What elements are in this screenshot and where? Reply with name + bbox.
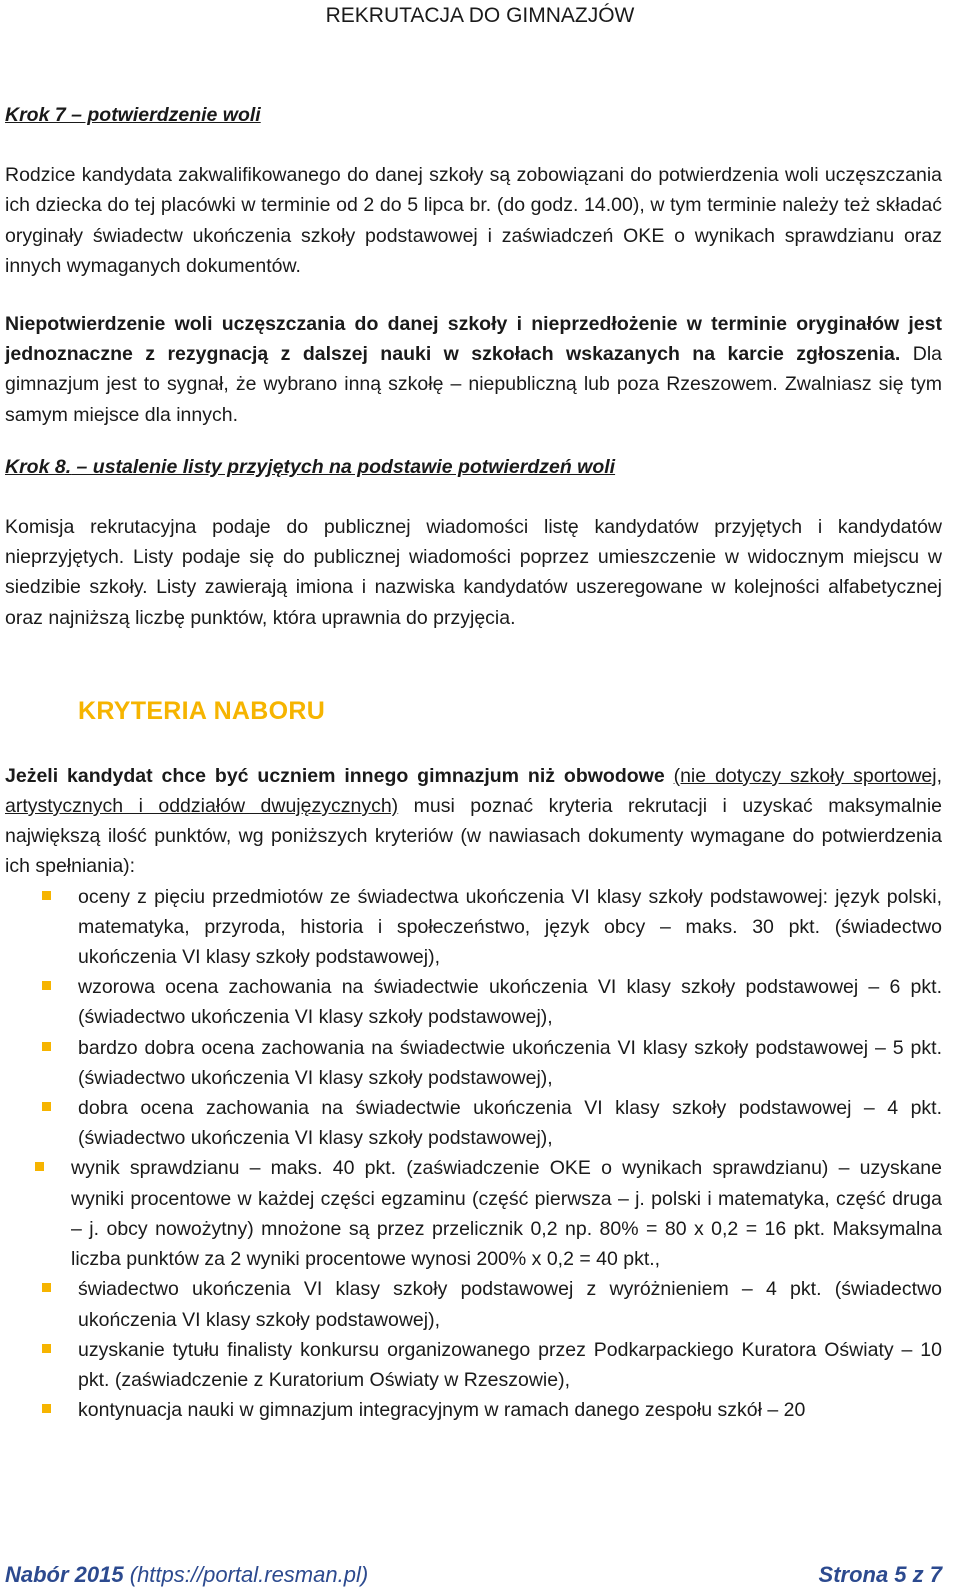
kryteria-intro [5, 761, 942, 882]
krok7-paragraph-2 [5, 309, 942, 430]
krok7-paragraph-1: Rodzice kandydata zakwalifikowanego do danej szkoły są zobowiązani do potwierdzenia woli uczęszczania ich dziecka do tej placówki w terminie od 2 do 5 lipca br. (do godz. 14.00), w tym terminie należy też składać oryginały świadectw ukończenia szkoły podstawowej i zaświadczeń OKE o wynikach sprawdzianu oraz innych wymaganych dokumentów. [5, 164, 942, 277]
list-item-text: wynik sprawdzianu – maks. 40 pkt. (zaświadczenie OKE o wynikach sprawdzianu) – uzyskane wyniki procentowe w każdej części egzaminu (część pierwsza – j. polski i matematyka, część druga – j. obcy nowożytny) mnożone są przez przelicznik 0,2 np. 80% = 80 x 0,2 = 16 pkt. Maksymalna liczba punktów za 2 wyniki procentowe wynosi 200% x 0,2 = 40 pkt., [71, 1157, 942, 1271]
list-item [5, 972, 942, 1032]
krok7-paragraph-2-bold: Niepotwierdzenie woli uczęszczania do danej szkoły i nieprzedłożenie w terminie oryginałów jest jednoznaczne z rezygnacją z dalszej nauki w szkołach wskazanych na karcie zgłoszenia. [5, 313, 942, 366]
list-item-text: uzyskanie tytułu finalisty konkursu organizowanego przez Podkarpackiego Kuratora Oświaty – 10 pkt. (zaświadczenie z Kuratorium Oświaty w Rzeszowie), [78, 1338, 942, 1391]
bullet-square-icon [42, 891, 51, 900]
krok8-paragraph: Komisja rekrutacyjna podaje do publicznej wiadomości listę kandydatów przyjętych i kandydatów nieprzyjętych. Listy podaje się do publicznej wiadomości poprzez umieszczenie w widocznym miejscu w siedzibie szkoły. Listy zawierają imiona i nazwiska kandydatów uszeregowane w kolejności alfabetycznej oraz najniższą liczbę punktów, która uprawnia do przyjęcia. [5, 516, 942, 629]
list-item-text: oceny z pięciu przedmiotów ze świadectwa ukończenia VI klasy szkoły podstawowej: język polski, matematyka, przyroda, historia i społeczeństwo, język obcy – maks. 30 pkt. (świadectwo ukończenia VI klasy szkoły podstawowej), [78, 885, 942, 969]
list-item-text: dobra ocena zachowania na świadectwie ukończenia VI klasy szkoły podstawowej – 4 pkt. (świadectwo ukończenia VI klasy szkoły podstawowej), [78, 1097, 942, 1150]
footer-label: Nabór 2015 [5, 1562, 124, 1587]
footer-left [5, 1560, 368, 1590]
page-number: Strona 5 z 7 [818, 1562, 942, 1587]
list-item [5, 1395, 942, 1425]
page-footer [5, 1560, 942, 1590]
bullet-square-icon [42, 1102, 51, 1111]
bullet-square-icon [42, 1404, 51, 1413]
list-item [5, 1153, 942, 1274]
krok8-heading [5, 452, 942, 482]
krok7-heading: Krok 7 – potwierdzenie woli [5, 104, 261, 126]
kryteria-title: KRYTERIA NABORU [78, 696, 326, 725]
list-item-text: bardzo dobra ocena zachowania na świadectwie ukończenia VI klasy szkoły podstawowej – 5 pkt. (świadectwo ukończenia VI klasy szkoły podstawowej), [78, 1036, 942, 1089]
list-item-text: wzorowa ocena zachowania na świadectwie ukończenia VI klasy szkoły podstawowej – 6 pkt. (świadectwo ukończenia VI klasy szkoły podstawowej), [78, 976, 942, 1029]
kryteria-intro-underline: (nie dotyczy szkoły sportowej, artystycznych i oddziałów dwujęzycznych) [5, 764, 943, 818]
footer-url: (https://portal.resman.pl) [123, 1562, 369, 1587]
bullet-square-icon [42, 1344, 51, 1353]
list-item [5, 882, 942, 973]
list-item [5, 1093, 942, 1153]
page-header-title: REKRUTACJA DO GIMNAZJÓW [325, 4, 635, 27]
bullet-square-icon [42, 1042, 51, 1051]
list-item [5, 1274, 942, 1334]
document-content [5, 100, 942, 1425]
list-item-text: kontynuacja nauki w gimnazjum integracyjnym w ramach danego zespołu szkół – 20 [78, 1399, 806, 1422]
bullet-square-icon [42, 981, 51, 990]
krok7-paragraph-2-rest: Dla gimnazjum jest to sygnał, że wybrano inną szkołę – niepubliczną lub poza Rzeszowem. Zwalniasz się tym samym miejsce dla innych. [5, 343, 942, 426]
krok8-heading-prefix: Krok 8. [5, 455, 72, 478]
krok8-heading-rest: – ustalenie listy przyjętych na podstawie potwierdzeń woli [71, 455, 616, 478]
list-item [5, 1033, 942, 1093]
bullet-square-icon [35, 1162, 44, 1171]
list-item-text: świadectwo ukończenia VI klasy szkoły podstawowej z wyróżnieniem – 4 pkt. (świadectwo ukończenia VI klasy szkoły podstawowej), [78, 1278, 942, 1331]
list-item [5, 1335, 942, 1395]
kryteria-intro-bold: Jeżeli kandydat chce być uczniem innego gimnazjum niż obwodowe [5, 764, 665, 787]
kryteria-list [5, 882, 942, 1426]
bullet-square-icon [42, 1283, 51, 1292]
kryteria-intro-rest: musi poznać kryteria rekrutacji i uzyskać maksymalnie największą ilość punktów, wg poniższych kryteriów (w nawiasach dokumenty wymagane do potwierdzenia ich spełniania): [5, 795, 942, 878]
